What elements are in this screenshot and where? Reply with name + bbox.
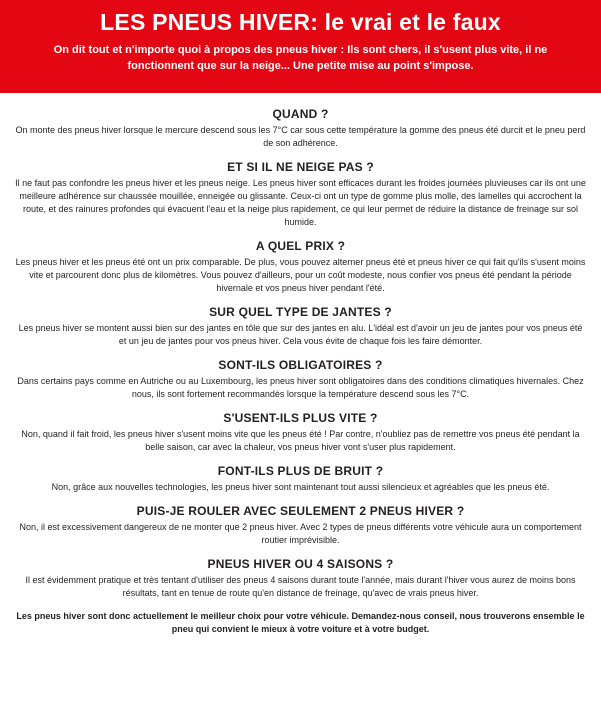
faq-heading: S'USENT-ILS PLUS VITE ? <box>223 411 378 425</box>
header-banner <box>0 0 601 93</box>
faq-answer: Non, il est excessivement dangereux de ne monter que 2 pneus hiver. Avec 2 types de pneus différents votre véhicule aura un comportement routier imprévisible. <box>19 522 582 545</box>
faq-section-obligatoires <box>14 358 587 401</box>
faq-section-4-saisons <box>14 557 587 600</box>
faq-answer: Les pneus hiver et les pneus été ont un prix comparable. De plus, vous pouvez alterner pneus été et pneus hiver ce qui fait qu'ils s'usent moins vite et parcourent donc plus de kilomètres. Vous pouvez d'ailleurs, pour un coût modeste, nous confier vos pneus été pendant la période hivernale et vos pneus hiver pendant l'été. <box>15 257 586 293</box>
faq-answer: Non, grâce aux nouvelles technologies, les pneus hiver sont maintenant tout aussi silencieux et agréables que les pneus été. <box>51 482 550 492</box>
faq-heading: SONT-ILS OBLIGATOIRES ? <box>218 358 383 372</box>
faq-section-prix <box>14 239 587 295</box>
faq-content <box>0 93 601 636</box>
faq-section-deux-pneus <box>14 504 587 547</box>
faq-section-neige <box>14 160 587 229</box>
faq-section-usure <box>14 411 587 454</box>
faq-answer: Dans certains pays comme en Autriche ou au Luxembourg, les pneus hiver sont obligatoires dans des conditions climatiques hivernales. Chez nous, ils sont fortement recommandés lorsque la température descend sous les 7°C. <box>17 376 584 399</box>
faq-answer: On monte des pneus hiver lorsque le mercure descend sous les 7°C car sous cette température la gomme des pneus été durcit et le pneu perd de son adhérence. <box>15 125 586 148</box>
faq-heading: A QUEL PRIX ? <box>255 239 346 253</box>
faq-heading: PUIS-JE ROULER AVEC SEULEMENT 2 PNEUS HIVER ? <box>136 504 465 518</box>
faq-answer: Non, quand il fait froid, les pneus hiver s'usent moins vite que les pneus été ! Par contre, n'oubliez pas de remettre vos pneus été pendant la belle saison, car avec la chaleur, vos pneus hiver vont s'user plus rapidement. <box>21 429 580 452</box>
faq-answer: Il est évidemment pratique et très tentant d'utiliser des pneus 4 saisons durant toute l'année, mais durant l'hiver vous aurez de moins bons résultats, tant en tenue de route qu'en distance de freinage, qu'avec de vrais pneus hiver. <box>25 575 576 598</box>
faq-heading: PNEUS HIVER OU 4 SAISONS ? <box>207 557 394 571</box>
faq-section-quand <box>14 107 587 150</box>
intro-text: On dit tout et n'importe quoi à propos des pneus hiver : Ils sont chers, il s'usent plus vite, il ne fonctionnent que sur la neige... Une petite mise au point s'impose. <box>53 44 548 72</box>
faq-answer: Les pneus hiver se montent aussi bien sur des jantes en tôle que sur des jantes en alu. L'idéal est d'avoir un jeu de jantes pour vos pneus été et un jeu de jantes pour vos pneus hiver. Cela vous évite de chaque fois les faire démonter. <box>18 323 583 346</box>
faq-answer: Il ne faut pas confondre les pneus hiver et les pneus neige. Les pneus hiver sont efficaces durant les froides journées pluvieuses car ils ont une meilleure adhérence sur chaussée mouillée, enneigée ou glissante. Ceux-ci ont un type de gomme plus molle, des lamelles qui accrochent la route, et des rainures profondes qui évacuent l'eau et la neige plus rapidement, ce qui leur permet de réduire la distance de freinage sur sol humide. <box>15 178 586 227</box>
conclusion-text: Les pneus hiver sont donc actuellement le meilleur choix pour votre véhicule. Demandez-nous conseil, nous trouverons ensemble le pneu qui convient le mieux à votre voiture et à votre budget. <box>16 611 585 634</box>
faq-heading: FONT-ILS PLUS DE BRUIT ? <box>217 464 384 478</box>
faq-heading: ET SI IL NE NEIGE PAS ? <box>227 160 374 174</box>
faq-heading: QUAND ? <box>272 107 329 121</box>
faq-section-bruit <box>14 464 587 494</box>
faq-heading: SUR QUEL TYPE DE JANTES ? <box>209 305 392 319</box>
faq-section-jantes <box>14 305 587 348</box>
page-title: LES PNEUS HIVER: le vrai et le faux <box>100 9 501 35</box>
